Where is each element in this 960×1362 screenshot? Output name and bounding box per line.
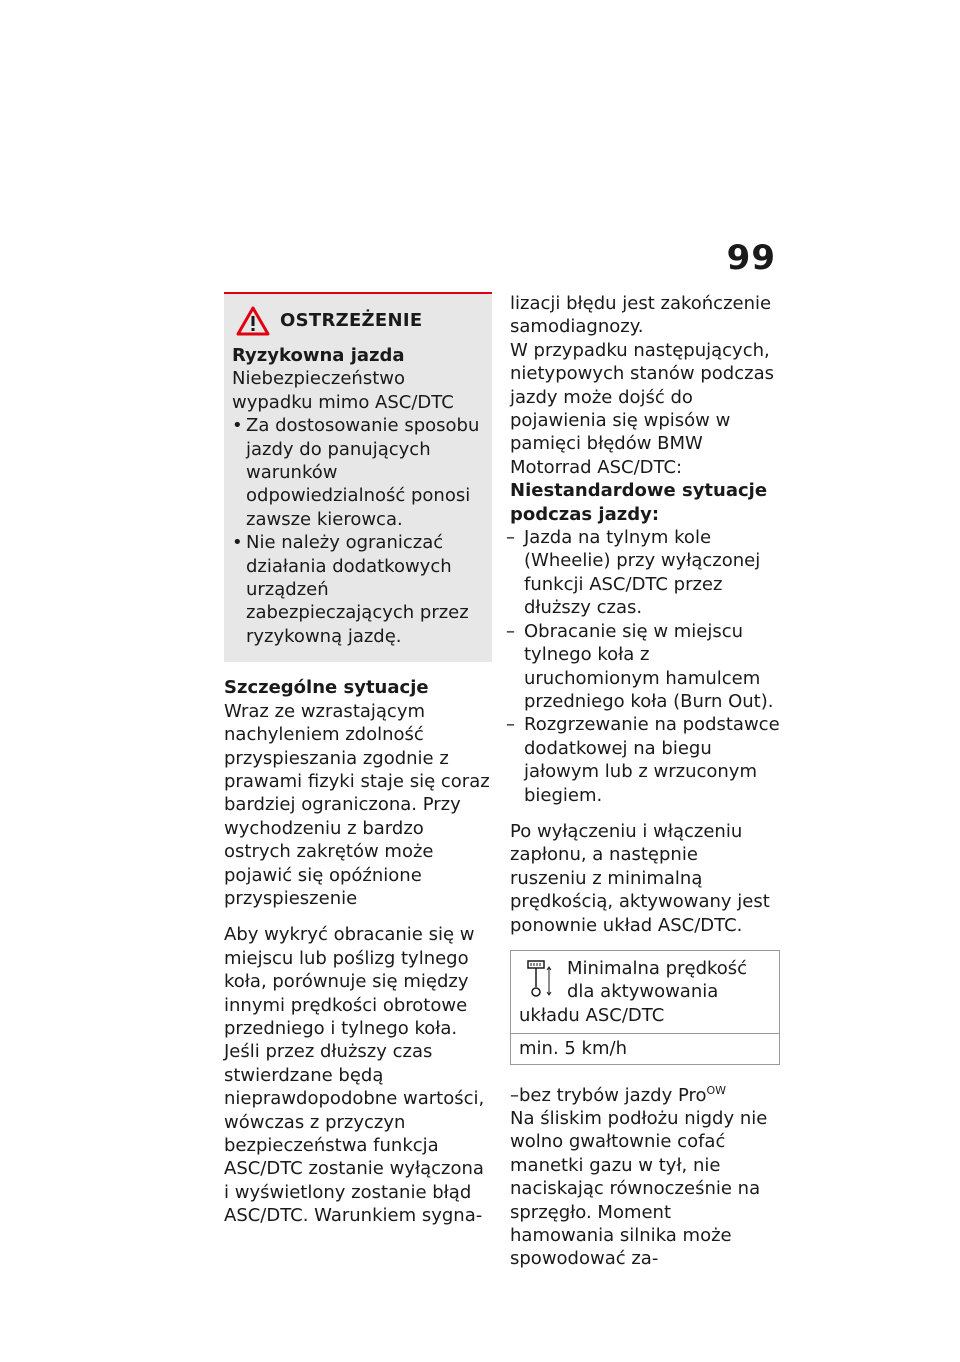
- paragraph: Po wyłączeniu i włączeniu zapłonu, a następnie ruszeniu z minimalną prędkością, aktywowany jest ponownie układ ASC/DTC.: [510, 820, 770, 936]
- paragraph: Wraz ze wzrastającym nachyleniem zdolność przyspieszania zgodnie z prawami fizyki staje się coraz bardziej ograniczona. Przy wychodzeniu z bardzo ostrych zakrętów może pojawić się opóźnione przyspieszenie: [224, 700, 490, 909]
- warning-heading: Ryzykowna jazda: [232, 345, 405, 366]
- paragraph: Na śliskim podłożu nigdy nie wolno gwałtownie cofać manetki gazu w tył, nie naciskając równocześnie na sprzęgło. Moment hamowania silnika może spowodować za-: [510, 1108, 768, 1270]
- note-superscript: OW: [706, 1083, 727, 1097]
- paragraph: lizacji błędu jest zakończenie samodiagnozy.: [510, 293, 772, 338]
- spec-value: min. 5 km/h: [519, 1038, 627, 1060]
- note-text: –bez trybów jazdy Pro: [510, 1084, 707, 1106]
- warning-bullet-list: [232, 414, 484, 648]
- section-title: Szczególne sytuacje: [224, 677, 429, 699]
- list-item: – Obracanie się w miejscu tylnego koła z uruchomionym hamulcem przedniego koła (Burn Out).: [510, 620, 780, 714]
- note: [510, 1079, 780, 1107]
- spec-table: [510, 950, 780, 1065]
- paragraph: Aby wykryć obracanie się w miejscu lub poślizg tylnego koła, porównuje się między innymi prędkości obrotowe przedniego i tylnego koła. Jeśli przez dłuższy czas stwierdzane będą nieprawdopodobne wartości, wówczas z przyczyn bezpieczeństwa funkcja ASC/DTC zostanie wyłączona i wyświetlony zostanie błąd ASC/DTC. Warunkiem sygna-: [224, 924, 485, 1227]
- spec-label: Minimalna prędkość dla aktywowania układu ASC/DTC: [519, 957, 748, 1026]
- page-number: 99: [726, 238, 776, 278]
- warning-header: [232, 306, 484, 336]
- left-column: [224, 292, 492, 1241]
- warning-intro: Niebezpieczeństwo wypadku mimo ASC/DTC: [232, 368, 454, 413]
- warning-title: OSTRZEŻENIE: [280, 310, 423, 332]
- warning-triangle-icon: [236, 306, 270, 336]
- right-column: [510, 292, 780, 1271]
- list-item: – Jazda na tylnym kole (Wheelie) przy wyłączonej funkcji ASC/DTC przez dłuższy czas.: [510, 526, 780, 620]
- situation-list: [510, 526, 780, 807]
- warning-bullet: • Nie należy ograniczać działania dodatkowych urządzeń zabezpieczających przez ryzykowną jazdę.: [232, 531, 484, 648]
- subheading: Niestandardowe sytuacje podczas jazdy:: [510, 480, 768, 525]
- speed-gauge-icon: [525, 959, 553, 999]
- warning-bullet: • Za dostosowanie sposobu jazdy do panujących warunków odpowiedzialność ponosi zawsze kierowca.: [232, 414, 484, 531]
- list-item: – Rozgrzewanie na podstawce dodatkowej na biegu jałowym lub z wrzuconym biegiem.: [510, 713, 780, 807]
- paragraph: W przypadku następujących, nietypowych stanów podczas jazdy może dojść do pojawienia się wpisów w pamięci błędów BMW Motorrad ASC/DTC:: [510, 339, 774, 478]
- spec-header: [511, 951, 779, 1034]
- warning-box: [224, 292, 492, 662]
